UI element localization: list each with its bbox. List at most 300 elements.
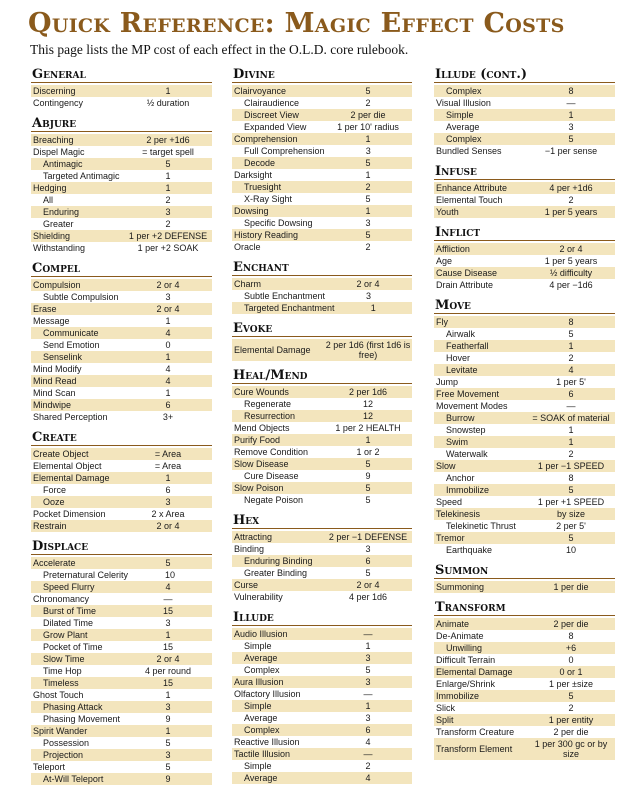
effect-row <box>232 688 412 700</box>
effect-cost: 1 per entity <box>548 715 594 725</box>
effect-cost: by size <box>556 509 585 519</box>
effect-row <box>232 302 412 314</box>
section-abjure <box>31 116 212 254</box>
effect-row <box>31 218 212 230</box>
effect-cost: 15 <box>162 678 173 688</box>
effect-row <box>31 605 212 617</box>
effect-cost: ½ difficulty <box>549 268 593 278</box>
effect-row <box>434 145 615 157</box>
effect-row <box>31 448 212 460</box>
effect-name: Targeted Antimagic <box>43 171 120 181</box>
effect-cost: — <box>363 689 373 699</box>
effect-row <box>434 642 615 654</box>
section-move <box>434 298 615 556</box>
effect-name: Olfactory Illusion <box>234 689 301 699</box>
effect-row <box>232 410 412 422</box>
effect-name: Breaching <box>33 135 74 145</box>
effect-cost: 3 <box>568 122 574 132</box>
effect-cost: 2 <box>568 703 574 713</box>
effect-row <box>434 133 615 145</box>
effect-cost: 2 <box>165 219 171 229</box>
effect-cost: 1 per 5' <box>556 377 586 387</box>
effect-name: Clairaudience <box>244 98 300 108</box>
effect-row <box>31 581 212 593</box>
effect-row <box>31 303 212 315</box>
effect-name: Slow Poison <box>234 483 284 493</box>
effect-name: Waterwalk <box>446 449 488 459</box>
effect-cost: 2 per die <box>553 619 589 629</box>
effect-row <box>434 544 615 556</box>
effect-row <box>31 749 212 761</box>
effect-cost: 2 <box>365 242 371 252</box>
effect-cost: = target spell <box>142 147 194 157</box>
effect-name: Complex <box>446 134 482 144</box>
effect-row <box>434 109 615 121</box>
effect-name: Swim <box>446 437 468 447</box>
effect-name: Accelerate <box>33 558 76 568</box>
effect-name: Transform Element <box>436 744 513 754</box>
effect-name: Curse <box>234 580 259 590</box>
effect-name: Spirit Wander <box>33 726 88 736</box>
effect-row <box>434 267 615 279</box>
section-transform <box>434 600 615 760</box>
effect-cost: 4 per round <box>144 666 192 676</box>
effect-cost: 2 <box>568 195 574 205</box>
effect-cost: 1 <box>370 303 376 313</box>
effect-row <box>434 400 615 412</box>
effect-row <box>434 121 615 133</box>
effect-name: Erase <box>33 304 57 314</box>
effect-row <box>31 593 212 605</box>
effect-name: Mind Read <box>33 376 77 386</box>
effect-row <box>434 182 615 194</box>
effect-cost: 3 <box>365 146 371 156</box>
effect-name: Dowsing <box>234 206 269 216</box>
effect-name: Average <box>446 122 480 132</box>
column-2 <box>232 67 412 791</box>
section-heading: Displace <box>31 539 212 555</box>
effect-cost: 1 per 300 gc or by size <box>534 739 608 759</box>
page-title: Quick Reference: Magic Effect Costs <box>28 8 565 39</box>
effect-name: Burrow <box>446 413 475 423</box>
effect-name: Earthquake <box>446 545 493 555</box>
effect-row <box>232 339 412 361</box>
section-heading: Illude (cont.) <box>434 67 615 83</box>
section-heading: Abjure <box>31 116 212 132</box>
effect-row <box>31 701 212 713</box>
effect-name: Elemental Damage <box>436 667 513 677</box>
section-heading: Infuse <box>434 164 615 180</box>
effect-cost: 1 <box>165 316 171 326</box>
effect-row <box>434 496 615 508</box>
effect-cost: 6 <box>365 556 371 566</box>
effect-cost: 3 <box>365 544 371 554</box>
effect-name: Remove Condition <box>234 447 309 457</box>
effect-cost: 1 <box>568 341 574 351</box>
effect-row <box>232 760 412 772</box>
effect-name: Average <box>244 713 278 723</box>
effect-row <box>31 85 212 97</box>
effect-row <box>434 206 615 218</box>
effect-name: Decode <box>244 158 276 168</box>
effect-cost: 2 <box>165 195 171 205</box>
effect-name: Greater <box>43 219 74 229</box>
effect-cost: 10 <box>165 570 176 580</box>
effect-name: Chronomancy <box>33 594 90 604</box>
effect-name: Enduring Binding <box>244 556 313 566</box>
effect-cost: 4 per 1d6 <box>348 592 388 602</box>
effect-cost: 3 <box>365 713 371 723</box>
effect-name: Simple <box>244 701 272 711</box>
effect-row <box>31 182 212 194</box>
effect-row <box>434 484 615 496</box>
effect-name: Mind Modify <box>33 364 82 374</box>
section-heading: Move <box>434 298 615 314</box>
effect-name: Dilated Time <box>43 618 94 628</box>
effect-row <box>232 543 412 555</box>
effect-cost: = Area <box>154 461 182 471</box>
effect-row <box>31 399 212 411</box>
effect-row <box>434 255 615 267</box>
effect-cost: 4 per +1d6 <box>549 183 593 193</box>
effect-cost: 5 <box>568 691 574 701</box>
effect-row <box>434 508 615 520</box>
effect-name: Phasing Movement <box>43 714 121 724</box>
section-heading: Inflict <box>434 225 615 241</box>
effect-row <box>434 279 615 291</box>
section-heading: Evoke <box>232 321 412 337</box>
effect-name: Audio Illusion <box>234 629 288 639</box>
effect-name: X-Ray Sight <box>244 194 293 204</box>
effect-name: Featherfall <box>446 341 489 351</box>
effect-cost: 12 <box>362 399 373 409</box>
section-summon <box>434 563 615 593</box>
effect-cost: 5 <box>568 134 574 144</box>
effect-name: Projection <box>43 750 84 760</box>
effect-cost: +6 <box>565 643 577 653</box>
effect-cost: 8 <box>568 317 574 327</box>
effect-cost: 1 per ±size <box>549 679 593 689</box>
effect-cost: 2 or 4 <box>156 280 180 290</box>
effect-row <box>31 170 212 182</box>
effect-name: Shielding <box>33 231 71 241</box>
effect-row <box>434 412 615 424</box>
section-hex <box>232 513 412 603</box>
effect-name: History Reading <box>234 230 299 240</box>
effect-cost: 4 <box>165 582 171 592</box>
effect-name: Enduring <box>43 207 80 217</box>
effect-cost: — <box>363 749 373 759</box>
effect-cost: 5 <box>365 194 371 204</box>
effect-cost: 2 <box>365 761 371 771</box>
effect-cost: 4 <box>365 737 371 747</box>
effect-cost: 2 <box>568 353 574 363</box>
effect-name: Aura Illusion <box>234 677 284 687</box>
effect-row <box>232 736 412 748</box>
effect-cost: 5 <box>365 459 371 469</box>
effect-cost: 3+ <box>162 412 174 422</box>
effect-name: Visual Illusion <box>436 98 491 108</box>
effect-name: Antimagic <box>43 159 83 169</box>
effect-row <box>31 387 212 399</box>
effect-cost: 5 <box>365 86 371 96</box>
effect-name: Elemental Touch <box>436 195 503 205</box>
effect-row <box>232 676 412 688</box>
effect-cost: 5 <box>365 568 371 578</box>
effect-name: Burst of Time <box>43 606 97 616</box>
effect-row <box>31 761 212 773</box>
effect-cost: — <box>163 594 173 604</box>
effect-cost: 1 <box>165 690 171 700</box>
effect-name: Airwalk <box>446 329 476 339</box>
effect-name: Grow Plant <box>43 630 88 640</box>
effect-row <box>31 146 212 158</box>
section-heading: Illude <box>232 610 412 626</box>
effect-cost: 1 per +1 SPEED <box>537 497 605 507</box>
effect-row <box>434 678 615 690</box>
effect-name: Shared Perception <box>33 412 108 422</box>
effect-name: Withstanding <box>33 243 86 253</box>
effect-name: Force <box>43 485 67 495</box>
effect-row <box>434 448 615 460</box>
effect-cost: 3 <box>165 292 171 302</box>
effect-cost: 4 per −1d6 <box>549 280 593 290</box>
effect-name: Ooze <box>43 497 65 507</box>
effect-cost: 1 <box>165 630 171 640</box>
effect-cost: 6 <box>165 400 171 410</box>
effect-cost: 1 <box>365 435 371 445</box>
section-divine <box>232 67 412 253</box>
effect-row <box>31 641 212 653</box>
effect-cost: 4 <box>165 328 171 338</box>
effect-name: Free Movement <box>436 389 500 399</box>
effect-cost: 5 <box>568 533 574 543</box>
effect-row <box>31 194 212 206</box>
section-heading: Hex <box>232 513 412 529</box>
effect-name: Drain Attribute <box>436 280 494 290</box>
effect-cost: 10 <box>565 545 576 555</box>
effect-name: De-Animate <box>436 631 484 641</box>
effect-row <box>232 133 412 145</box>
effect-row <box>31 737 212 749</box>
effect-cost: 4 <box>365 773 371 783</box>
effect-name: Affliction <box>436 244 470 254</box>
effect-name: Enlarge/Shrink <box>436 679 496 689</box>
effect-row <box>232 579 412 591</box>
effect-row <box>434 581 615 593</box>
section-general <box>31 67 212 109</box>
section-enchant <box>232 260 412 314</box>
effect-row <box>31 508 212 520</box>
effect-cost: 1 <box>365 206 371 216</box>
effect-cost: 5 <box>365 230 371 240</box>
effect-name: Average <box>244 773 278 783</box>
effect-row <box>232 555 412 567</box>
effect-name: Anchor <box>446 473 475 483</box>
effect-row <box>31 279 212 291</box>
effect-row <box>434 738 615 760</box>
effect-cost: −1 per sense <box>544 146 598 156</box>
effect-row <box>31 617 212 629</box>
effect-cost: 1 per −1 SPEED <box>537 461 605 471</box>
effect-cost: = Area <box>154 449 182 459</box>
effect-name: Immobilize <box>436 691 480 701</box>
effect-row <box>232 567 412 579</box>
effect-name: Mend Objects <box>234 423 290 433</box>
effect-row <box>232 229 412 241</box>
effect-name: Slick <box>436 703 456 713</box>
effect-row <box>232 422 412 434</box>
effect-name: Communicate <box>43 328 99 338</box>
effect-cost: = SOAK of material <box>532 413 610 423</box>
effect-row <box>232 628 412 640</box>
effect-row <box>31 291 212 303</box>
effect-cost: 1 <box>165 183 171 193</box>
effect-name: Binding <box>234 544 265 554</box>
effect-name: Teleport <box>33 762 66 772</box>
effect-name: Youth <box>436 207 459 217</box>
effect-name: At-Will Teleport <box>43 774 104 784</box>
effect-row <box>232 398 412 410</box>
effect-cost: 3 <box>165 207 171 217</box>
section-heading: Heal/Mend <box>232 368 412 384</box>
effect-name: Pocket of Time <box>43 642 103 652</box>
section-create <box>31 430 212 532</box>
effect-name: Slow Time <box>43 654 85 664</box>
effect-row <box>232 640 412 652</box>
effect-row <box>232 278 412 290</box>
effect-row <box>232 664 412 676</box>
effect-cost: 15 <box>162 606 173 616</box>
effect-name: Snowstep <box>446 425 486 435</box>
effect-row <box>232 470 412 482</box>
effect-cost: 1 per 5 years <box>544 256 598 266</box>
effect-cost: 5 <box>365 158 371 168</box>
effect-cost: 3 <box>366 291 372 301</box>
effect-cost: 6 <box>165 485 171 495</box>
effect-cost: — <box>363 629 373 639</box>
effect-name: Elemental Object <box>33 461 102 471</box>
effect-cost: 6 <box>568 389 574 399</box>
effect-cost: 2 <box>568 449 574 459</box>
effect-name: Subtle Enchantment <box>244 291 326 301</box>
effect-name: Movement Modes <box>436 401 508 411</box>
effect-name: Speed <box>436 497 463 507</box>
section-heading: Compel <box>31 261 212 277</box>
effect-row <box>31 230 212 242</box>
effect-cost: 15 <box>162 642 173 652</box>
effect-row <box>434 194 615 206</box>
effect-cost: 2 per 5' <box>556 521 586 531</box>
effect-name: Greater Binding <box>244 568 308 578</box>
effect-name: Tremor <box>436 533 465 543</box>
effect-name: Resurrection <box>244 411 296 421</box>
effect-name: Split <box>436 715 454 725</box>
effect-row <box>434 352 615 364</box>
effect-row <box>232 97 412 109</box>
effect-cost: 9 <box>365 471 371 481</box>
effect-name: Complex <box>244 725 280 735</box>
effect-name: Full Comprehension <box>244 146 325 156</box>
effect-name: Cause Disease <box>436 268 498 278</box>
effect-cost: 1 <box>165 352 171 362</box>
effect-name: Discreet View <box>244 110 299 120</box>
effect-cost: 1 <box>568 437 574 447</box>
effect-name: Charm <box>234 279 262 289</box>
effect-cost: 0 <box>568 655 574 665</box>
section-compel <box>31 261 212 423</box>
effect-cost: 1 or 2 <box>356 447 380 457</box>
effect-cost: 3 <box>165 497 171 507</box>
effect-row <box>232 724 412 736</box>
effect-name: Subtle Compulsion <box>43 292 119 302</box>
effect-row <box>232 145 412 157</box>
page-subtitle: This page lists the MP cost of each effect in the O.L.D. core rulebook. <box>30 42 409 57</box>
effect-cost: 5 <box>165 558 171 568</box>
effect-cost: 1 per 2 HEALTH <box>335 423 401 433</box>
effect-cost: 5 <box>568 329 574 339</box>
effect-name: Average <box>244 653 278 663</box>
effect-row <box>434 388 615 400</box>
effect-row <box>434 328 615 340</box>
effect-row <box>232 458 412 470</box>
effect-cost: 2 per +1d6 <box>146 135 190 145</box>
effect-name: Slow <box>436 461 456 471</box>
effect-row <box>434 714 615 726</box>
effect-name: Difficult Terrain <box>436 655 496 665</box>
effect-row <box>232 85 412 97</box>
effect-cost: ½ duration <box>146 98 190 108</box>
effect-cost: — <box>566 98 576 108</box>
effect-name: Simple <box>244 761 272 771</box>
effect-cost: 2 per −1 DEFENSE <box>328 532 408 542</box>
effect-name: Oracle <box>234 242 261 252</box>
effect-name: Complex <box>244 665 280 675</box>
effect-row <box>434 424 615 436</box>
effect-name: Pocket Dimension <box>33 509 106 519</box>
effect-row <box>31 158 212 170</box>
effect-cost: 5 <box>365 495 371 505</box>
effect-row <box>232 700 412 712</box>
effect-name: Preternatural Celerity <box>43 570 129 580</box>
effect-name: Truesight <box>244 182 282 192</box>
effect-cost: 3 <box>365 653 371 663</box>
effect-row <box>434 436 615 448</box>
effect-cost: 12 <box>362 411 373 421</box>
effect-cost: 1 <box>365 170 371 180</box>
effect-cost: 1 <box>165 726 171 736</box>
effect-name: Timeless <box>43 678 79 688</box>
section-heading: Transform <box>434 600 615 616</box>
effect-cost: 2 per 1d6 <box>348 387 388 397</box>
effect-name: Fly <box>436 317 448 327</box>
effect-cost: 0 or 1 <box>559 667 583 677</box>
effect-cost: 1 per 10' radius <box>337 122 399 132</box>
section-evoke <box>232 321 412 361</box>
effect-row <box>31 411 212 423</box>
effect-name: Hover <box>446 353 471 363</box>
effect-cost: 2 <box>365 98 371 108</box>
effect-row <box>232 434 412 446</box>
effect-name: Bundled Senses <box>436 146 502 156</box>
effect-name: Immobilize <box>446 485 490 495</box>
effect-row <box>31 496 212 508</box>
effect-row <box>232 205 412 217</box>
effect-name: Expanded View <box>244 122 307 132</box>
effect-cost: 9 <box>165 774 171 784</box>
effect-name: Cure Wounds <box>234 387 289 397</box>
effect-row <box>434 460 615 472</box>
